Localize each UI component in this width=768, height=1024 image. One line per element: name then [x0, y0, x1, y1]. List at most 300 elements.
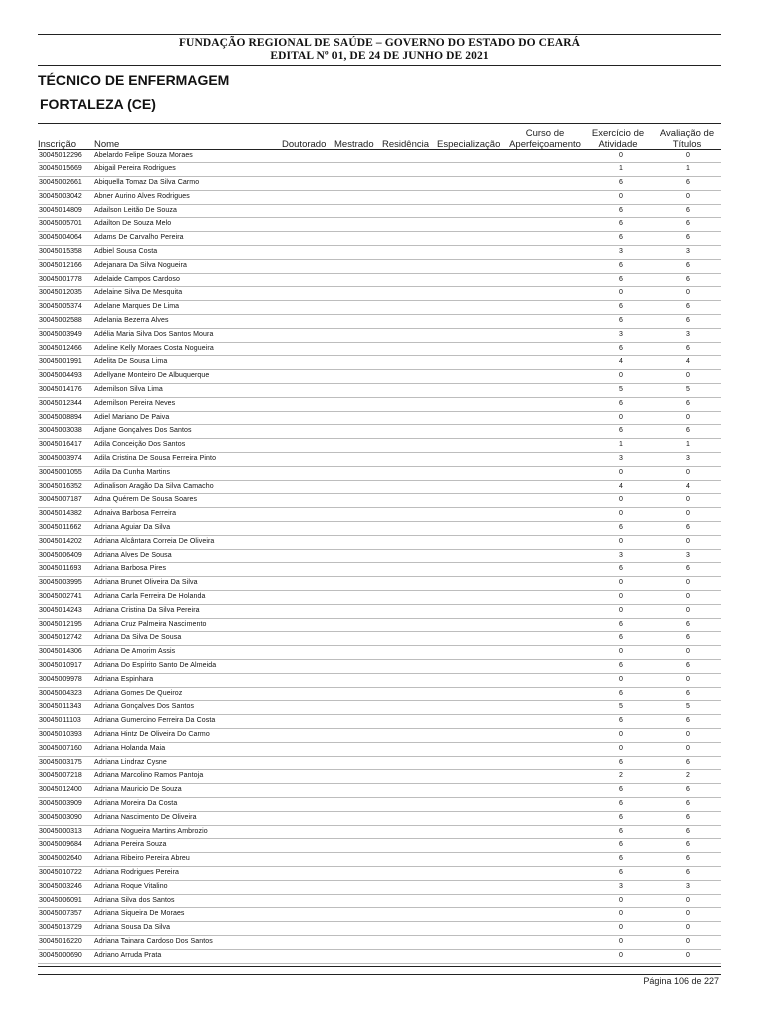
- table-row: [38, 922, 721, 936]
- cell-nome: Adila Conceição Dos Santos: [94, 441, 186, 449]
- cell-exercicio: 0: [619, 593, 623, 600]
- cell-inscricao: 30045015669: [39, 165, 82, 173]
- cell-nome: Adriana Alves De Sousa: [94, 551, 172, 559]
- cell-inscricao: 30045012344: [39, 399, 82, 407]
- cell-exercicio: 0: [619, 924, 623, 932]
- table-row: [38, 412, 721, 426]
- header-line-1: FUNDAÇÃO REGIONAL DE SAÚDE – GOVERNO DO ESTADO DO CEARÁ: [178, 37, 581, 49]
- cell-avaliacao: 0: [686, 744, 690, 752]
- cell-exercicio: 6: [619, 786, 623, 794]
- cell-exercicio: 3: [619, 330, 623, 338]
- cell-nome: Adila Cristina De Sousa Ferreira Pinto: [94, 455, 217, 463]
- cell-exercicio: 1: [619, 165, 623, 173]
- cell-avaliacao: 0: [686, 730, 690, 738]
- table-row: [38, 632, 721, 646]
- cell-avaliacao: 0: [686, 537, 690, 545]
- table-row: [38, 563, 721, 577]
- cell-nome: Adriana Nascimento De Oliveira: [94, 813, 197, 821]
- cell-exercicio: 2: [619, 772, 623, 780]
- cell-avaliacao: 2: [686, 772, 690, 780]
- cell-inscricao: 30045004323: [39, 689, 82, 697]
- cell-avaliacao: 0: [686, 675, 690, 683]
- cell-exercicio: 6: [619, 827, 623, 835]
- cell-avaliacao: 0: [686, 593, 690, 600]
- cell-nome: Adnaiva Barbosa Ferreira: [94, 510, 177, 518]
- cell-avaliacao: 3: [686, 248, 690, 256]
- cell-exercicio: 6: [619, 427, 623, 435]
- col-avaliacao-line2: Títulos: [672, 139, 702, 150]
- table-row: [38, 839, 721, 853]
- cell-exercicio: 0: [619, 537, 623, 545]
- cell-inscricao: 30045010722: [39, 868, 82, 876]
- cell-exercicio: 0: [619, 937, 623, 945]
- cell-exercicio: 6: [619, 234, 623, 242]
- table-row: [38, 218, 721, 232]
- cell-nome: Adriana Siqueira De Moraes: [94, 910, 185, 918]
- cell-inscricao: 30045015358: [39, 248, 82, 256]
- cell-avaliacao: 0: [686, 648, 690, 656]
- table-row: [38, 715, 721, 729]
- cell-inscricao: 30045002741: [39, 593, 82, 600]
- cell-exercicio: 6: [619, 689, 623, 697]
- cell-nome: Adriana Da Silva De Sousa: [94, 634, 182, 642]
- col-nome: Nome: [94, 139, 120, 150]
- table-row: [38, 646, 721, 660]
- cell-avaliacao: 6: [686, 261, 690, 269]
- table-row: [38, 729, 721, 743]
- cell-exercicio: 6: [619, 524, 623, 532]
- cell-inscricao: 30045013729: [39, 924, 82, 932]
- table-row: [38, 150, 721, 164]
- cell-avaliacao: 3: [686, 330, 690, 338]
- cell-nome: Adriana Alcântara Correia De Oliveira: [94, 537, 215, 545]
- cell-nome: Adriana Cruz Palmeira Nascimento: [94, 620, 207, 628]
- cell-exercicio: 4: [619, 482, 623, 490]
- col-doutorado: Doutorado: [282, 139, 327, 150]
- footer-rule: [38, 974, 721, 975]
- cell-inscricao: 30045012035: [39, 289, 82, 297]
- cell-exercicio: 0: [619, 496, 623, 504]
- cell-nome: Adriana Cristina Da Silva Pereira: [94, 606, 200, 614]
- cell-avaliacao: 6: [686, 634, 690, 642]
- table-row: [38, 439, 721, 453]
- cell-nome: Abelardo Felipe Souza Moraes: [94, 151, 193, 159]
- col-curso-line1: Curso de: [525, 128, 565, 139]
- cell-avaliacao: 6: [686, 799, 690, 807]
- cell-avaliacao: 6: [686, 275, 690, 283]
- cell-avaliacao: 0: [686, 937, 690, 945]
- col-especializacao: Especialização: [437, 139, 501, 150]
- cell-exercicio: 0: [619, 468, 623, 476]
- cell-nome: Adila Da Cunha Martins: [94, 468, 171, 476]
- cell-nome: Adriana Gomes De Queiroz: [94, 689, 183, 697]
- cell-inscricao: 30045003909: [39, 799, 82, 807]
- cell-avaliacao: 0: [686, 924, 690, 932]
- cell-nome: Adejanara Da Silva Nogueira: [94, 261, 187, 269]
- table-row: [38, 453, 721, 467]
- cell-avaliacao: 0: [686, 510, 690, 518]
- table-row: [38, 287, 721, 301]
- cell-inscricao: 30045014306: [39, 648, 82, 656]
- cell-inscricao: 30045007357: [39, 910, 82, 918]
- cell-nome: Adriana Tainara Cardoso Dos Santos: [94, 937, 213, 945]
- cell-exercicio: 6: [619, 868, 623, 876]
- cell-inscricao: 30045012195: [39, 620, 82, 628]
- table-row: [38, 895, 721, 909]
- cell-nome: Adriano Arruda Prata: [94, 951, 162, 959]
- cell-nome: Adiel Mariano De Paiva: [94, 413, 170, 421]
- cell-inscricao: 30045014202: [39, 537, 82, 545]
- table-row: [38, 384, 721, 398]
- table-row: [38, 591, 721, 605]
- table-row: [38, 688, 721, 702]
- header-rule: [38, 65, 721, 66]
- cell-exercicio: 3: [619, 455, 623, 463]
- cell-inscricao: 30045002661: [39, 179, 82, 187]
- table-row: [38, 812, 721, 826]
- cell-exercicio: 5: [619, 703, 623, 711]
- cell-avaliacao: 6: [686, 524, 690, 532]
- cell-avaliacao: 6: [686, 758, 690, 766]
- table-row: [38, 757, 721, 771]
- cell-avaliacao: 6: [686, 427, 690, 435]
- cell-inscricao: 30045012166: [39, 261, 82, 269]
- cell-nome: Adelaine Silva De Mesquita: [94, 289, 183, 297]
- cell-inscricao: 30045002588: [39, 317, 82, 325]
- table-row: [38, 274, 721, 288]
- cell-nome: Adriana Nogueira Martins Ambrozio: [94, 827, 208, 835]
- cell-exercicio: 6: [619, 799, 623, 807]
- table-row: [38, 936, 721, 950]
- cell-inscricao: 30045016220: [39, 937, 82, 945]
- table-row: [38, 798, 721, 812]
- cell-avaliacao: 1: [686, 165, 690, 173]
- cell-inscricao: 30045009978: [39, 675, 82, 683]
- cell-exercicio: 3: [619, 248, 623, 256]
- cell-nome: Adriana Gonçalves Dos Santos: [94, 703, 195, 711]
- cell-nome: Adriana Ribeiro Pereira Abreu: [94, 855, 190, 863]
- col-exercicio-line2: Atividade: [598, 139, 638, 150]
- city-title: FORTALEZA (CE): [40, 96, 156, 112]
- cell-exercicio: 6: [619, 220, 623, 228]
- cell-avaliacao: 6: [686, 565, 690, 573]
- cell-avaliacao: 6: [686, 868, 690, 876]
- header-line-2: EDITAL Nº 01, DE 24 DE JUNHO DE 2021: [270, 50, 489, 62]
- cell-avaliacao: 6: [686, 317, 690, 325]
- table-top-rule: [38, 123, 721, 124]
- cell-avaliacao: 0: [686, 496, 690, 504]
- col-avaliacao-line1: Avaliação de: [659, 128, 715, 139]
- cell-exercicio: 0: [619, 744, 623, 752]
- cell-nome: Ademilson Pereira Neves: [94, 399, 176, 407]
- cell-nome: Adriana Rodrigues Pereira: [94, 868, 179, 876]
- cell-inscricao: 30045014382: [39, 510, 82, 518]
- cell-avaliacao: 6: [686, 399, 690, 407]
- table-row: [38, 536, 721, 550]
- section-title: TÉCNICO DE ENFERMAGEM: [38, 72, 230, 88]
- table-row: [38, 853, 721, 867]
- col-residencia: Residência: [382, 139, 429, 150]
- table-row: [38, 550, 721, 564]
- cell-avaliacao: 6: [686, 661, 690, 669]
- table-row: [38, 605, 721, 619]
- cell-exercicio: 6: [619, 661, 623, 669]
- cell-exercicio: 3: [619, 882, 623, 890]
- cell-nome: Adriana Aguiar Da Silva: [94, 524, 171, 532]
- table-row: [38, 770, 721, 784]
- cell-avaliacao: 6: [686, 206, 690, 214]
- cell-exercicio: 0: [619, 730, 623, 738]
- col-avaliacao: [652, 128, 722, 150]
- cell-avaliacao: 0: [686, 192, 690, 200]
- cell-exercicio: 0: [619, 192, 623, 200]
- page-number: Página 106 de 227: [643, 976, 719, 986]
- table-row: [38, 425, 721, 439]
- cell-avaliacao: 5: [686, 386, 690, 394]
- cell-nome: Adriana Marcolino Ramos Pantoja: [94, 772, 204, 780]
- table-row: [38, 163, 721, 177]
- cell-nome: Abigail Pereira Rodrigues: [94, 165, 176, 173]
- table-row: [38, 674, 721, 688]
- table-row: [38, 232, 721, 246]
- cell-nome: Adriana Mauricio De Souza: [94, 786, 182, 794]
- table-row: [38, 329, 721, 343]
- cell-inscricao: 30045011693: [39, 565, 82, 573]
- cell-avaliacao: 4: [686, 358, 690, 366]
- cell-nome: Adinalison Aragão Da Silva Camacho: [94, 482, 214, 490]
- cell-inscricao: 30045000690: [39, 951, 82, 959]
- cell-avaliacao: 0: [686, 413, 690, 421]
- cell-inscricao: 30045011662: [39, 524, 82, 532]
- cell-inscricao: 30045001055: [39, 468, 82, 476]
- table-row: [38, 908, 721, 922]
- cell-nome: Adelita De Sousa Lima: [94, 358, 168, 366]
- cell-inscricao: 30045006409: [39, 551, 82, 559]
- cell-avaliacao: 3: [686, 455, 690, 463]
- cell-exercicio: 0: [619, 896, 623, 904]
- cell-avaliacao: 3: [686, 551, 690, 559]
- table-row: [38, 205, 721, 219]
- cell-inscricao: 30045004493: [39, 372, 82, 380]
- col-inscricao: Inscrição: [38, 139, 77, 150]
- cell-inscricao: 30045003974: [39, 455, 82, 463]
- cell-exercicio: 6: [619, 855, 623, 863]
- table-row: [38, 881, 721, 895]
- cell-exercicio: 6: [619, 206, 623, 214]
- cell-exercicio: 0: [619, 151, 623, 159]
- cell-avaliacao: 6: [686, 689, 690, 697]
- cell-inscricao: 30045012742: [39, 634, 82, 642]
- cell-inscricao: 30045003995: [39, 579, 82, 587]
- table-row: [38, 950, 721, 964]
- cell-exercicio: 0: [619, 606, 623, 614]
- cell-inscricao: 30045014176: [39, 386, 82, 394]
- cell-exercicio: 0: [619, 579, 623, 587]
- cell-nome: Adelaide Campos Cardoso: [94, 275, 180, 283]
- cell-inscricao: 30045003042: [39, 192, 82, 200]
- cell-nome: Adeline Kelly Moraes Costa Nogueira: [94, 344, 214, 352]
- cell-inscricao: 30045012466: [39, 344, 82, 352]
- cell-exercicio: 0: [619, 675, 623, 683]
- cell-nome: Adriana Carla Ferreira De Holanda: [94, 593, 206, 600]
- cell-exercicio: 0: [619, 510, 623, 518]
- cell-exercicio: 6: [619, 179, 623, 187]
- cell-avaliacao: 6: [686, 841, 690, 849]
- cell-exercicio: 6: [619, 813, 623, 821]
- cell-nome: Adriana Silva dos Santos: [94, 896, 175, 904]
- col-exercicio: [583, 128, 653, 150]
- cell-inscricao: 30045003038: [39, 427, 82, 435]
- cell-exercicio: 0: [619, 413, 623, 421]
- cell-exercicio: 6: [619, 620, 623, 628]
- cell-avaliacao: 0: [686, 289, 690, 297]
- cell-exercicio: 6: [619, 344, 623, 352]
- cell-inscricao: 30045016417: [39, 441, 82, 449]
- cell-inscricao: 30045007218: [39, 772, 82, 780]
- cell-inscricao: 30045003175: [39, 758, 82, 766]
- col-curso: [503, 128, 587, 150]
- cell-exercicio: 6: [619, 399, 623, 407]
- cell-inscricao: 30045012296: [39, 151, 82, 159]
- table-row: [38, 577, 721, 591]
- cell-nome: Adbiel Sousa Costa: [94, 248, 158, 256]
- table-row: [38, 467, 721, 481]
- cell-nome: Adriana Sousa Da Silva: [94, 924, 171, 932]
- cell-avaliacao: 0: [686, 468, 690, 476]
- cell-nome: Adriana Lindraz Cysne: [94, 758, 167, 766]
- table-row: [38, 370, 721, 384]
- cell-exercicio: 6: [619, 303, 623, 311]
- cell-inscricao: 30045008894: [39, 413, 82, 421]
- cell-inscricao: 30045001778: [39, 275, 82, 283]
- cell-avaliacao: 6: [686, 813, 690, 821]
- cell-avaliacao: 6: [686, 717, 690, 725]
- cell-inscricao: 30045014243: [39, 606, 82, 614]
- cell-exercicio: 6: [619, 275, 623, 283]
- table-row: [38, 246, 721, 260]
- cell-avaliacao: 0: [686, 579, 690, 587]
- cell-nome: Adriana Roque Vitalino: [94, 882, 168, 890]
- col-mestrado: Mestrado: [334, 139, 374, 150]
- cell-inscricao: 30045016352: [39, 482, 82, 490]
- cell-nome: Adjane Gonçalves Dos Santos: [94, 427, 192, 435]
- table-row: [38, 191, 721, 205]
- cell-nome: Adriana Espinhara: [94, 675, 154, 683]
- cell-avaliacao: 0: [686, 896, 690, 904]
- table-row: [38, 177, 721, 191]
- cell-avaliacao: 6: [686, 344, 690, 352]
- cell-nome: Adailson Leitão De Souza: [94, 206, 177, 214]
- cell-nome: Adelania Bezerra Alves: [94, 317, 169, 325]
- table-row: [38, 343, 721, 357]
- table-row: [38, 743, 721, 757]
- cell-avaliacao: 0: [686, 910, 690, 918]
- table-row: [38, 494, 721, 508]
- cell-exercicio: 6: [619, 634, 623, 642]
- cell-exercicio: 3: [619, 551, 623, 559]
- table-row: [38, 481, 721, 495]
- table-row: [38, 522, 721, 536]
- table-row: [38, 784, 721, 798]
- cell-inscricao: 30045007160: [39, 744, 82, 752]
- cell-nome: Adriana De Amorim Assis: [94, 648, 176, 656]
- cell-inscricao: 30045000313: [39, 827, 82, 835]
- cell-avaliacao: 6: [686, 303, 690, 311]
- cell-nome: Adélia Maria Silva Dos Santos Moura: [94, 330, 214, 338]
- cell-inscricao: 30045002640: [39, 855, 82, 863]
- cell-inscricao: 30045012400: [39, 786, 82, 794]
- cell-nome: Adriana Gumercino Ferreira Da Costa: [94, 717, 216, 725]
- table-row: [38, 260, 721, 274]
- cell-exercicio: 0: [619, 372, 623, 380]
- table-row: [38, 508, 721, 522]
- col-curso-line2: Aperfeiçoamento: [509, 139, 581, 150]
- cell-exercicio: 6: [619, 317, 623, 325]
- cell-avaliacao: 0: [686, 951, 690, 959]
- cell-inscricao: 30045010393: [39, 730, 82, 738]
- cell-inscricao: 30045011343: [39, 703, 82, 711]
- cell-nome: Adelane Marques De Lima: [94, 303, 180, 311]
- cell-exercicio: 6: [619, 841, 623, 849]
- cell-avaliacao: 4: [686, 482, 690, 490]
- cell-nome: Adriana Do Espírito Santo De Almeida: [94, 661, 217, 669]
- cell-exercicio: 0: [619, 951, 623, 959]
- cell-nome: Adriana Brunet Oliveira Da Silva: [94, 579, 198, 587]
- cell-exercicio: 0: [619, 648, 623, 656]
- cell-inscricao: 30045005374: [39, 303, 82, 311]
- cell-inscricao: 30045003090: [39, 813, 82, 821]
- cell-nome: Adellyane Monteiro De Albuquerque: [94, 372, 210, 380]
- cell-nome: Adriana Hintz De Oliveira Do Carmo: [94, 730, 210, 738]
- cell-avaliacao: 6: [686, 786, 690, 794]
- table-row: [38, 660, 721, 674]
- cell-exercicio: 1: [619, 441, 623, 449]
- cell-nome: Abner Aurino Alves Rodrigues: [94, 192, 190, 200]
- table-row: [38, 826, 721, 840]
- cell-avaliacao: 6: [686, 179, 690, 187]
- cell-avaliacao: 0: [686, 151, 690, 159]
- table-bottom-rule: [38, 966, 721, 967]
- results-table: [38, 150, 721, 964]
- cell-inscricao: 30045014809: [39, 206, 82, 214]
- cell-avaliacao: 6: [686, 855, 690, 863]
- col-exercicio-line1: Exercício de: [591, 128, 645, 139]
- cell-exercicio: 6: [619, 565, 623, 573]
- cell-avaliacao: 6: [686, 220, 690, 228]
- cell-exercicio: 5: [619, 386, 623, 394]
- cell-avaliacao: 6: [686, 827, 690, 835]
- table-row: [38, 619, 721, 633]
- cell-inscricao: 30045006091: [39, 896, 82, 904]
- cell-exercicio: 0: [619, 289, 623, 297]
- cell-inscricao: 30045007187: [39, 496, 82, 504]
- cell-nome: Abiquella Tomaz Da Silva Carmo: [94, 179, 200, 187]
- cell-avaliacao: 0: [686, 372, 690, 380]
- table-row: [38, 356, 721, 370]
- cell-exercicio: 6: [619, 758, 623, 766]
- cell-inscricao: 30045001991: [39, 358, 82, 366]
- cell-exercicio: 6: [619, 261, 623, 269]
- table-row: [38, 301, 721, 315]
- cell-inscricao: 30045005701: [39, 220, 82, 228]
- cell-inscricao: 30045010917: [39, 661, 82, 669]
- cell-avaliacao: 0: [686, 606, 690, 614]
- table-row: [38, 315, 721, 329]
- cell-exercicio: 0: [619, 910, 623, 918]
- cell-inscricao: 30045003246: [39, 882, 82, 890]
- table-row: [38, 398, 721, 412]
- cell-avaliacao: 3: [686, 882, 690, 890]
